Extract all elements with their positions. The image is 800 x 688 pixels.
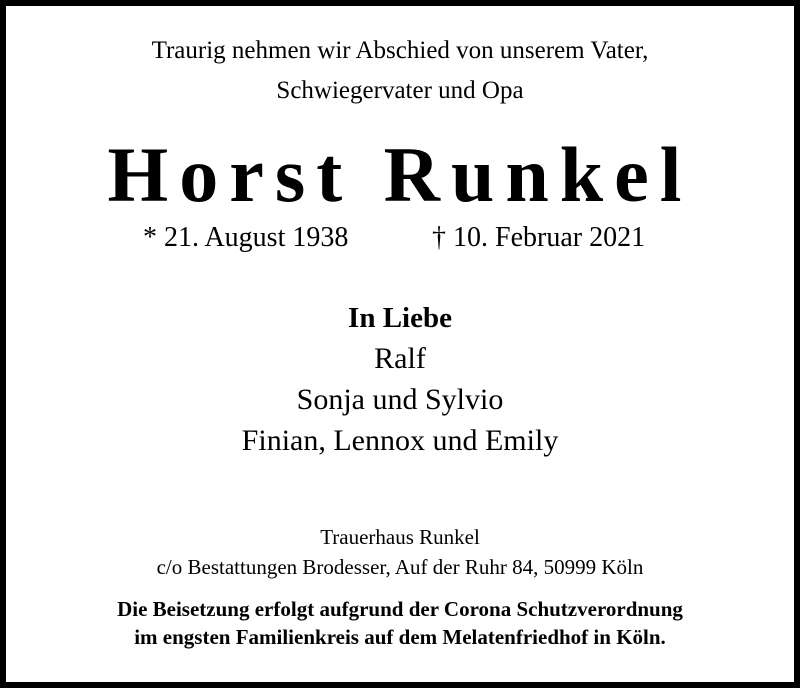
intro-line-1: Traurig nehmen wir Abschied von unserem Vater, (151, 37, 649, 64)
mourner-line: Ralf (374, 342, 426, 375)
mourners-heading: In Liebe (348, 302, 452, 334)
contact-line-2: c/o Bestattungen Brodesser, Auf der Ruhr 84, 50999 Köln (156, 555, 644, 579)
mourner-line: Finian, Lennox und Emily (241, 424, 559, 457)
intro-line-2: Schwiegervater und Opa (276, 77, 524, 104)
mourner-line: Sonja und Sylvio (296, 383, 504, 416)
birth-date: * 21. August 1938 (143, 222, 349, 253)
contact-line-1: Trauerhaus Runkel (320, 525, 480, 549)
burial-notice-line-1: Die Beisetzung erfolgt aufgrund der Corona Schutzverordnung (117, 597, 683, 621)
deceased-name: Horst Runkel (107, 131, 693, 218)
burial-notice-line-2: im engsten Familienkreis auf dem Melatenfriedhof in Köln. (134, 625, 666, 649)
death-date: † 10. Februar 2021 (432, 222, 646, 253)
